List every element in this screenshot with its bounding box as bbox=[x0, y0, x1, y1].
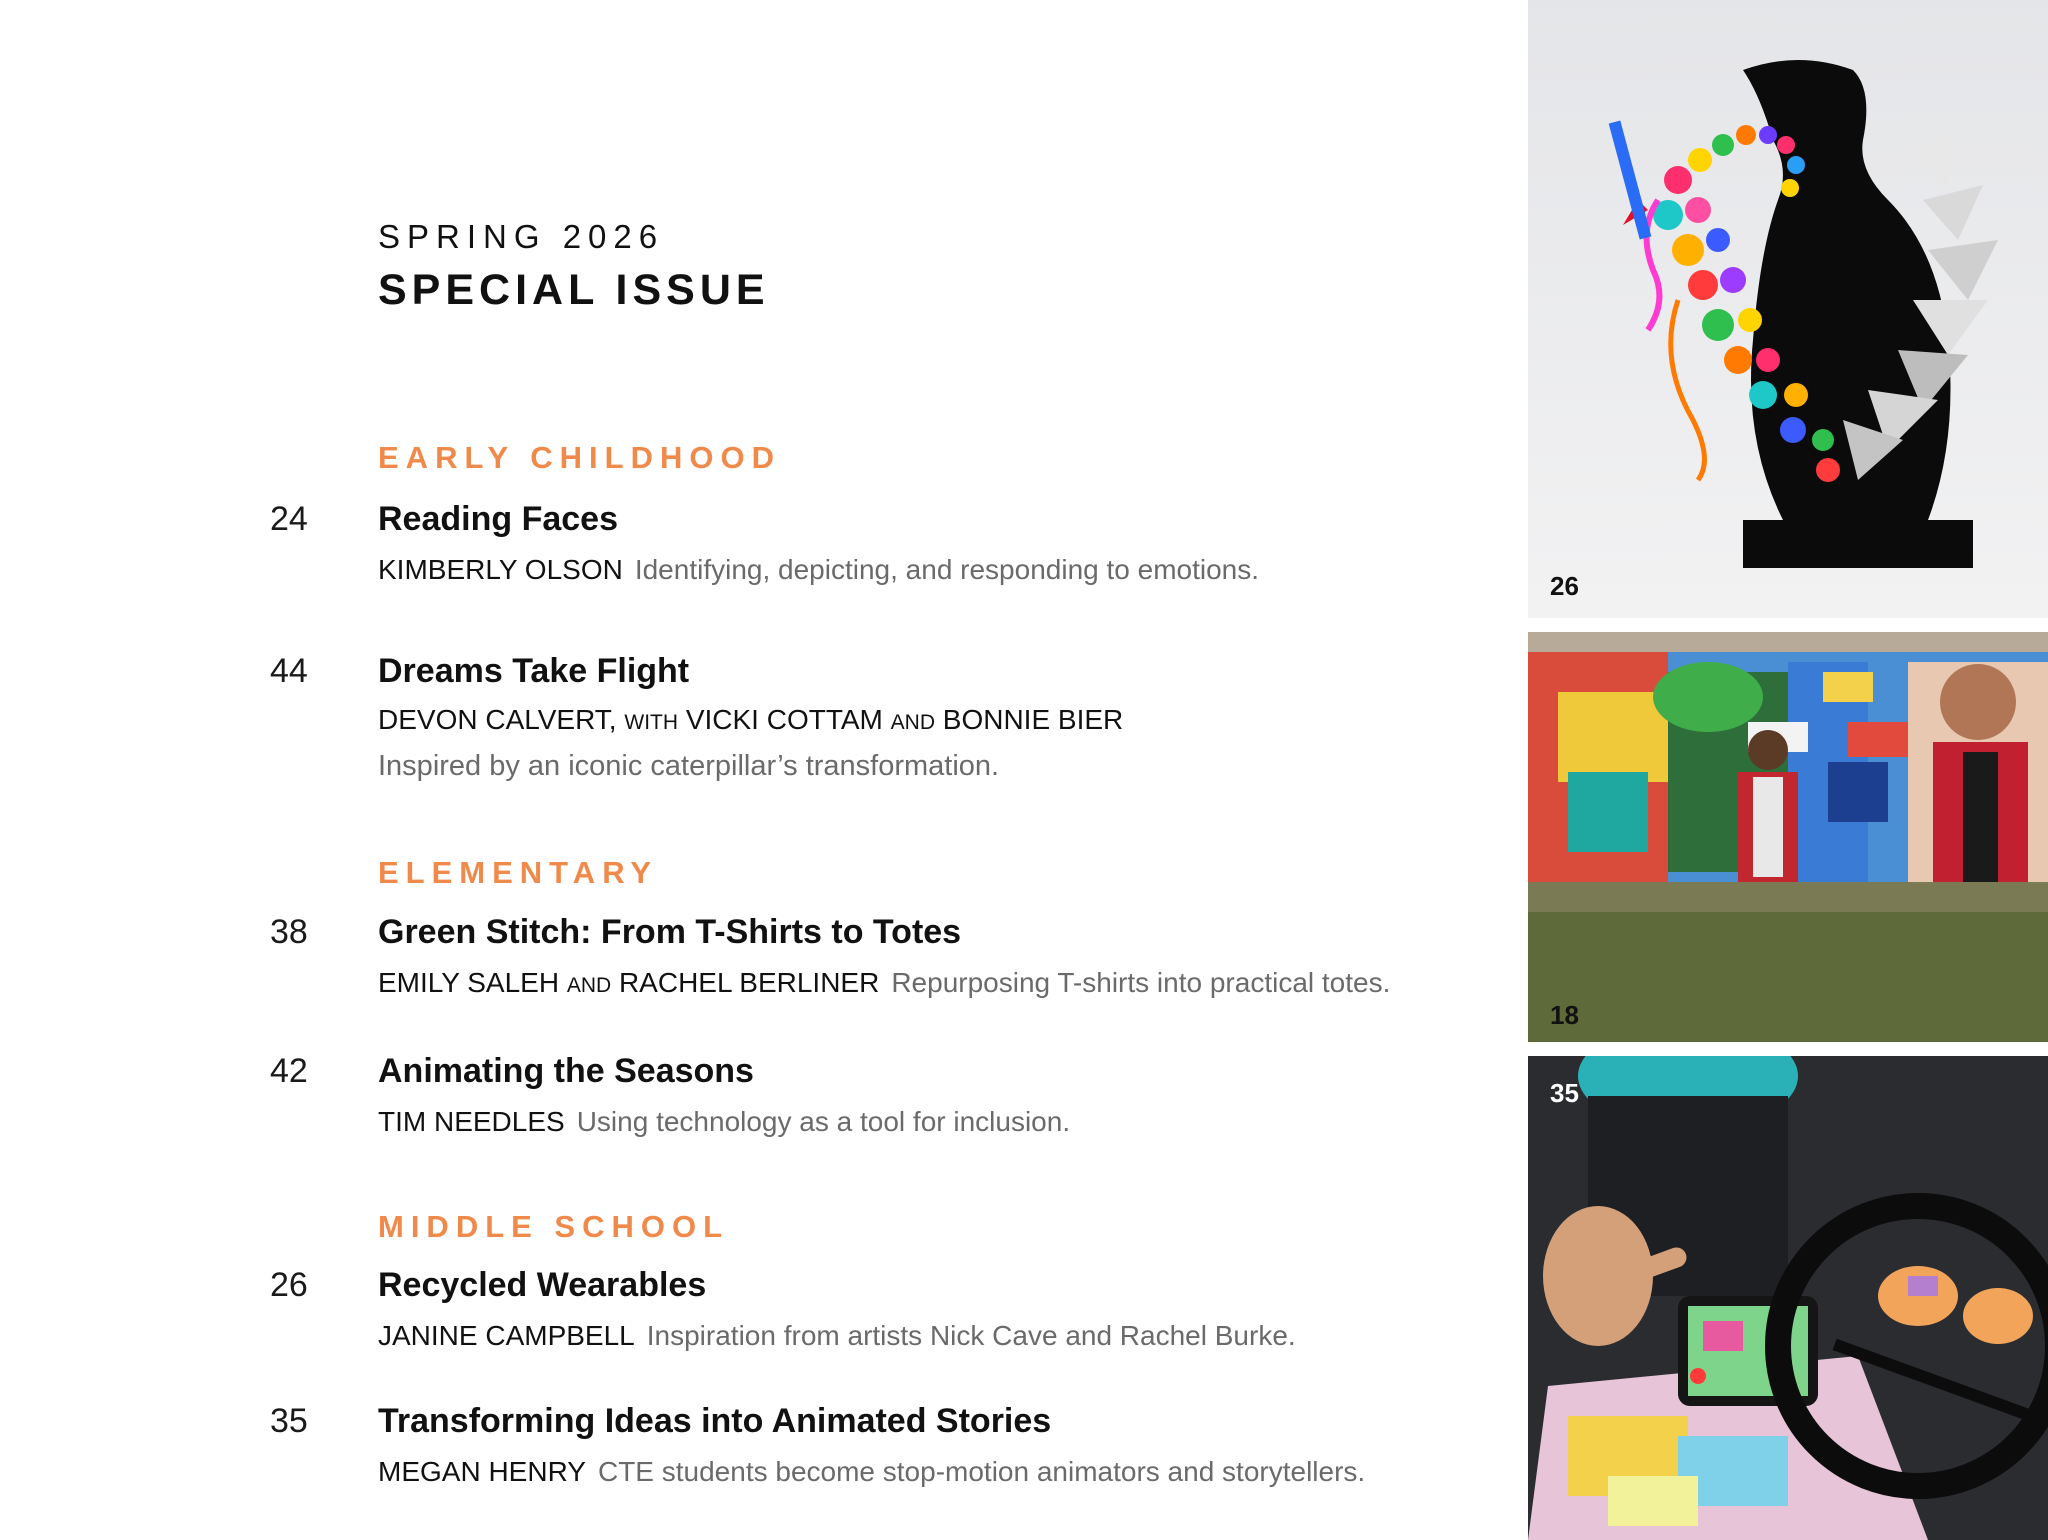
article-title[interactable]: Recycled Wearables bbox=[378, 1266, 707, 1304]
issue-title: SPECIAL ISSUE bbox=[378, 266, 770, 314]
page-number: 38 bbox=[270, 913, 308, 951]
and-connector: AND bbox=[566, 974, 612, 997]
page-number: 26 bbox=[270, 1266, 308, 1304]
article-title[interactable]: Transforming Ideas into Animated Stories bbox=[378, 1402, 1052, 1440]
article-description: Using technology as a tool for inclusion. bbox=[576, 1106, 1071, 1137]
mural-portrait-image[interactable] bbox=[1528, 632, 2048, 1042]
author-name: RACHEL BERLINER bbox=[618, 967, 880, 998]
article-description: CTE students become stop-motion animators and storytellers. bbox=[597, 1456, 1366, 1487]
article-title[interactable]: Dreams Take Flight bbox=[378, 652, 690, 690]
byline bbox=[378, 704, 1123, 736]
page-number: 35 bbox=[270, 1402, 308, 1440]
article-description: Identifying, depicting, and responding to emotions. bbox=[634, 554, 1260, 585]
and-connector: AND bbox=[890, 711, 935, 734]
article-title[interactable]: Animating the Seasons bbox=[378, 1052, 754, 1090]
article-description: Inspired by an iconic caterpillar’s transformation. bbox=[378, 750, 1000, 782]
author-name: EMILY SALEH bbox=[378, 967, 560, 998]
section-label-elementary: ELEMENTARY bbox=[378, 855, 659, 890]
article-title[interactable]: Reading Faces bbox=[378, 500, 618, 538]
author-name: BONNIE BIER bbox=[942, 704, 1124, 735]
photo-page-number: 26 bbox=[1550, 571, 1579, 601]
page-number: 44 bbox=[270, 652, 308, 690]
article-description: Repurposing T-shirts into practical totes. bbox=[891, 967, 1391, 998]
author-name: MEGAN HENRY bbox=[378, 1456, 586, 1487]
byline bbox=[378, 1320, 1296, 1352]
author-name: JANINE CAMPBELL bbox=[378, 1320, 635, 1351]
page-number: 42 bbox=[270, 1052, 308, 1090]
stop-motion-phone-image[interactable] bbox=[1528, 1056, 2048, 1540]
mural-illustration bbox=[1528, 632, 2048, 1042]
article-description: Inspiration from artists Nick Cave and Rachel Burke. bbox=[646, 1320, 1296, 1351]
article-title[interactable]: Green Stitch: From T-Shirts to Totes bbox=[378, 913, 962, 951]
page-number: 24 bbox=[270, 500, 308, 538]
author-name: TIM NEEDLES bbox=[378, 1106, 565, 1137]
author-name: DEVON CALVERT, bbox=[378, 704, 617, 735]
byline bbox=[378, 1456, 1365, 1488]
author-name: KIMBERLY OLSON bbox=[378, 554, 623, 585]
photo-page-number: 18 bbox=[1550, 1000, 1579, 1030]
necklace-sculpture-illustration bbox=[1528, 0, 2048, 618]
stop-motion-illustration bbox=[1528, 1056, 2048, 1540]
section-label-middle-school: MIDDLE SCHOOL bbox=[378, 1209, 730, 1244]
byline bbox=[378, 1106, 1070, 1138]
byline bbox=[378, 967, 1390, 999]
byline bbox=[378, 554, 1259, 586]
section-label-early-childhood: EARLY CHILDHOOD bbox=[378, 440, 781, 475]
issue-season: SPRING 2026 bbox=[378, 218, 665, 255]
author-name: VICKI COTTAM bbox=[685, 704, 883, 735]
photo-column bbox=[1528, 0, 2048, 1540]
photo-page-number: 35 bbox=[1550, 1078, 1579, 1108]
necklace-sculpture-image[interactable] bbox=[1528, 0, 2048, 618]
with-connector: WITH bbox=[624, 711, 679, 734]
